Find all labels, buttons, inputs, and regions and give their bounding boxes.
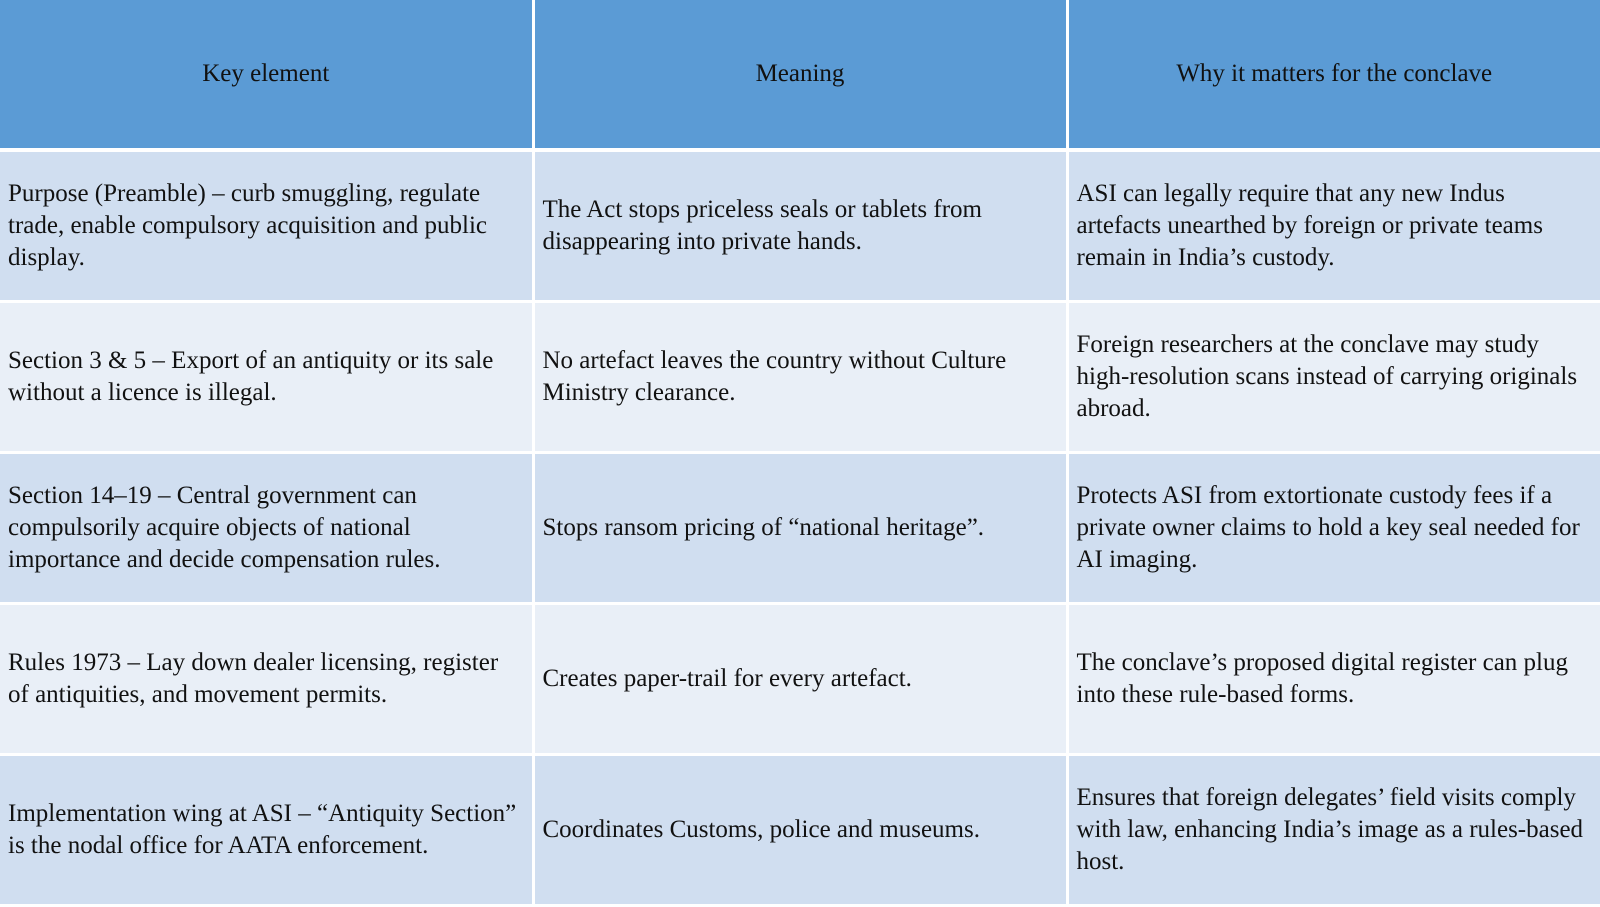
header-key-element: Key element	[0, 0, 533, 150]
table-row	[0, 150, 1600, 302]
cell-meaning: Stops ransom pricing of “national heritage”.	[533, 453, 1067, 604]
header-meaning: Meaning	[533, 0, 1067, 150]
cell-why-it-matters: Foreign researchers at the conclave may study high-resolution scans instead of carrying originals abroad.	[1067, 302, 1600, 453]
table-row	[0, 302, 1600, 453]
header-row	[0, 0, 1600, 150]
table-row	[0, 453, 1600, 604]
table-row	[0, 604, 1600, 755]
table-row	[0, 755, 1600, 906]
cell-meaning: Creates paper-trail for every artefact.	[533, 604, 1067, 755]
cell-key-element: Rules 1973 – Lay down dealer licensing, register of antiquities, and movement permits.	[0, 604, 533, 755]
cell-why-it-matters: Protects ASI from extortionate custody fees if a private owner claims to hold a key seal needed for AI imaging.	[1067, 453, 1600, 604]
cell-meaning: Coordinates Customs, police and museums.	[533, 755, 1067, 906]
cell-why-it-matters: Ensures that foreign delegates’ field visits comply with law, enhancing India’s image as a rules-based host.	[1067, 755, 1600, 906]
cell-key-element: Section 14–19 – Central government can compulsorily acquire objects of national importance and decide compensation rules.	[0, 453, 533, 604]
header-why-it-matters: Why it matters for the conclave	[1067, 0, 1600, 150]
cell-why-it-matters: ASI can legally require that any new Indus artefacts unearthed by foreign or private teams remain in India’s custody.	[1067, 150, 1600, 302]
cell-why-it-matters: The conclave’s proposed digital register can plug into these rule-based forms.	[1067, 604, 1600, 755]
cell-key-element: Section 3 & 5 – Export of an antiquity or its sale without a licence is illegal.	[0, 302, 533, 453]
cell-key-element: Purpose (Preamble) – curb smuggling, regulate trade, enable compulsory acquisition and public display.	[0, 150, 533, 302]
cell-meaning: No artefact leaves the country without Culture Ministry clearance.	[533, 302, 1067, 453]
cell-key-element: Implementation wing at ASI – “Antiquity Section” is the nodal office for AATA enforcement.	[0, 755, 533, 906]
cell-meaning: The Act stops priceless seals or tablets from disappearing into private hands.	[533, 150, 1067, 302]
